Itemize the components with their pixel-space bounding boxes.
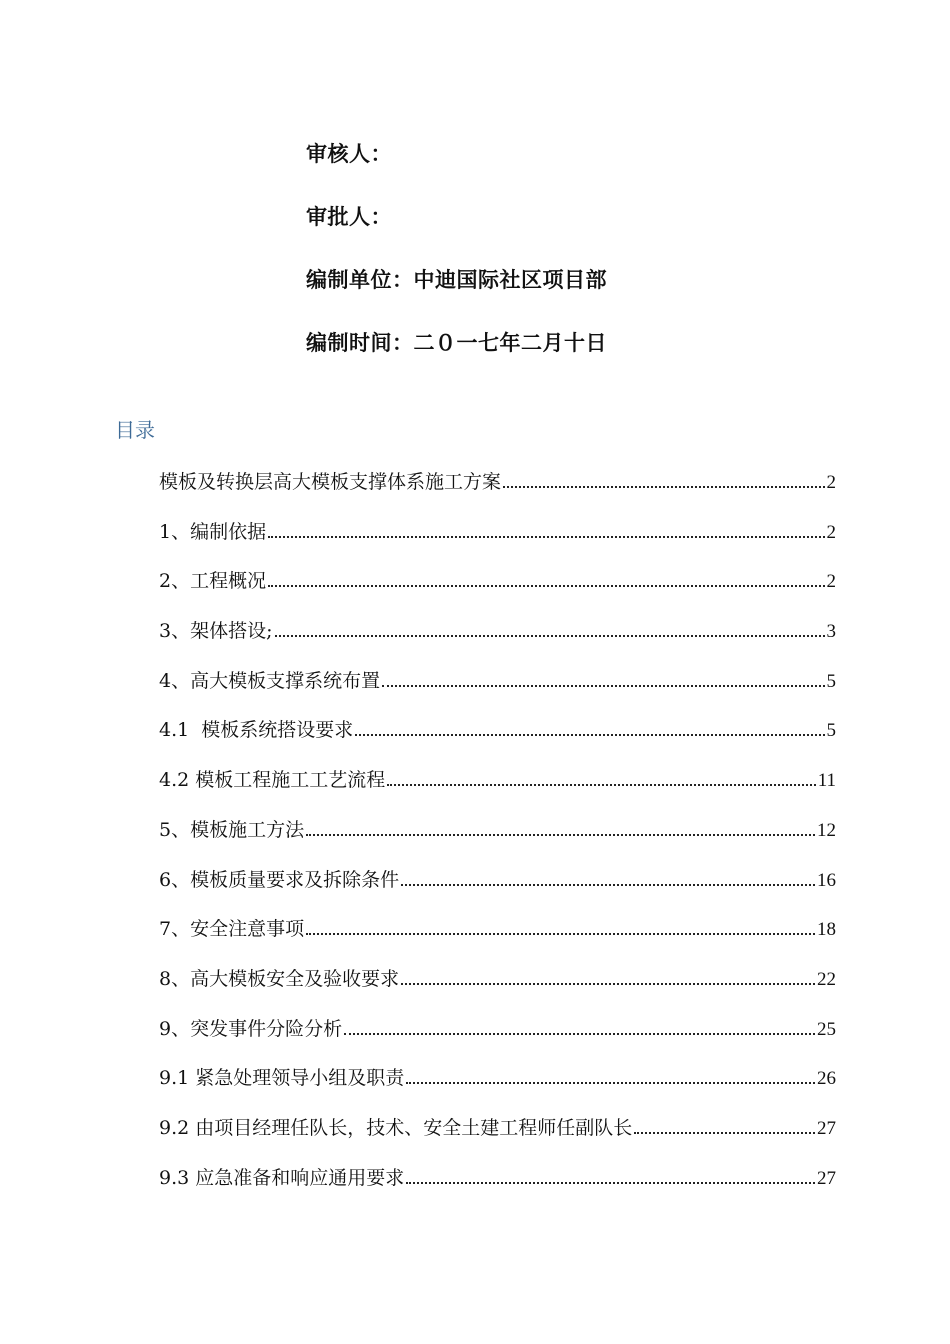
toc-entry-page: 26 <box>817 1068 836 1090</box>
toc-dot-leader <box>406 1182 815 1184</box>
toc-entry-title: 模板及转换层高大模板支撑体系施工方案 <box>159 471 502 493</box>
toc-entry-title: 9.2 由项目经理任队长，技术、安全土建工程师任副队长 <box>159 1116 633 1139</box>
toc-entry-page: 2 <box>826 472 836 493</box>
toc-dot-leader <box>355 734 824 736</box>
toc-dot-leader <box>275 635 825 637</box>
compiling-unit-line: 编制单位：中迪国际社区项目部 <box>306 268 607 292</box>
toc-dot-leader <box>268 536 824 538</box>
toc-entry-page: 18 <box>817 919 836 941</box>
toc-dot-leader <box>268 585 824 587</box>
toc-entry-page: 12 <box>817 819 836 841</box>
toc-dot-leader <box>401 983 815 985</box>
toc-entry-page: 5 <box>826 720 836 742</box>
toc-dot-leader <box>344 1033 815 1035</box>
reviewer-line: 审核人： <box>306 142 392 166</box>
toc-entry-title: 4.1 模板系统搭设要求 <box>159 719 354 742</box>
toc-entry-page: 5 <box>826 670 836 692</box>
toc-entry-title: 9、突发事件分险分析 <box>159 1017 343 1040</box>
toc-entry-page: 2 <box>826 571 836 593</box>
toc-entry-page: 16 <box>817 869 836 891</box>
compiling-date-line: 编制时间：二０一七年二月十日 <box>306 331 607 355</box>
toc-entry[interactable] <box>159 764 836 814</box>
toc-entry[interactable] <box>159 963 836 1013</box>
toc-entry-page: 2 <box>826 521 836 543</box>
toc-entry-page: 22 <box>817 968 836 990</box>
toc-entry-title: 9.3 应急准备和响应通用要求 <box>159 1166 405 1189</box>
toc-entry-page: 27 <box>817 1117 836 1139</box>
toc-entry[interactable] <box>159 615 836 665</box>
toc-dot-leader <box>401 884 815 886</box>
toc-entry-title: 5、模板施工方法 <box>159 818 305 841</box>
toc-entry[interactable] <box>159 814 836 864</box>
toc-entry[interactable] <box>159 516 836 566</box>
toc-dot-leader <box>406 1082 815 1084</box>
toc-entry[interactable] <box>159 714 836 764</box>
toc-entry-title: 8、高大模板安全及验收要求 <box>159 967 400 990</box>
toc-entry-title: 3、架体搭设; <box>159 620 273 643</box>
toc-entry-page: 3 <box>826 621 836 643</box>
toc-entry[interactable] <box>159 466 836 516</box>
toc-dot-leader <box>306 834 815 836</box>
toc-heading: 目录 <box>115 418 155 442</box>
toc-entry[interactable] <box>159 1062 836 1112</box>
toc-entry-title: 4、高大模板支撑系统布置 <box>159 669 381 692</box>
toc-entry[interactable] <box>159 1162 836 1212</box>
toc-entry-page: 25 <box>817 1018 836 1040</box>
toc-entry[interactable] <box>159 913 836 963</box>
toc-entry[interactable] <box>159 864 836 914</box>
toc-entry-title: 7、安全注意事项 <box>159 918 305 941</box>
toc-dot-leader <box>382 685 824 687</box>
toc-dot-leader <box>306 933 815 935</box>
toc-list <box>159 466 836 1211</box>
toc-entry-title: 1、编制依据 <box>159 520 267 543</box>
toc-dot-leader <box>503 486 824 488</box>
toc-entry[interactable] <box>159 665 836 715</box>
toc-entry-page: 11 <box>817 770 836 792</box>
toc-entry[interactable] <box>159 1013 836 1063</box>
toc-dot-leader <box>634 1132 815 1134</box>
toc-entry-page: 27 <box>817 1167 836 1189</box>
toc-entry-title: 4.2 模板工程施工工艺流程 <box>159 769 386 792</box>
toc-entry[interactable] <box>159 565 836 615</box>
toc-entry-title: 6、模板质量要求及拆除条件 <box>159 868 400 891</box>
toc-entry-title: 9.1 紧急处理领导小组及职责 <box>159 1067 405 1090</box>
toc-entry-title: 2、工程概况 <box>159 570 267 593</box>
toc-dot-leader <box>387 784 815 786</box>
toc-entry[interactable] <box>159 1112 836 1162</box>
approver-line: 审批人： <box>306 205 392 229</box>
